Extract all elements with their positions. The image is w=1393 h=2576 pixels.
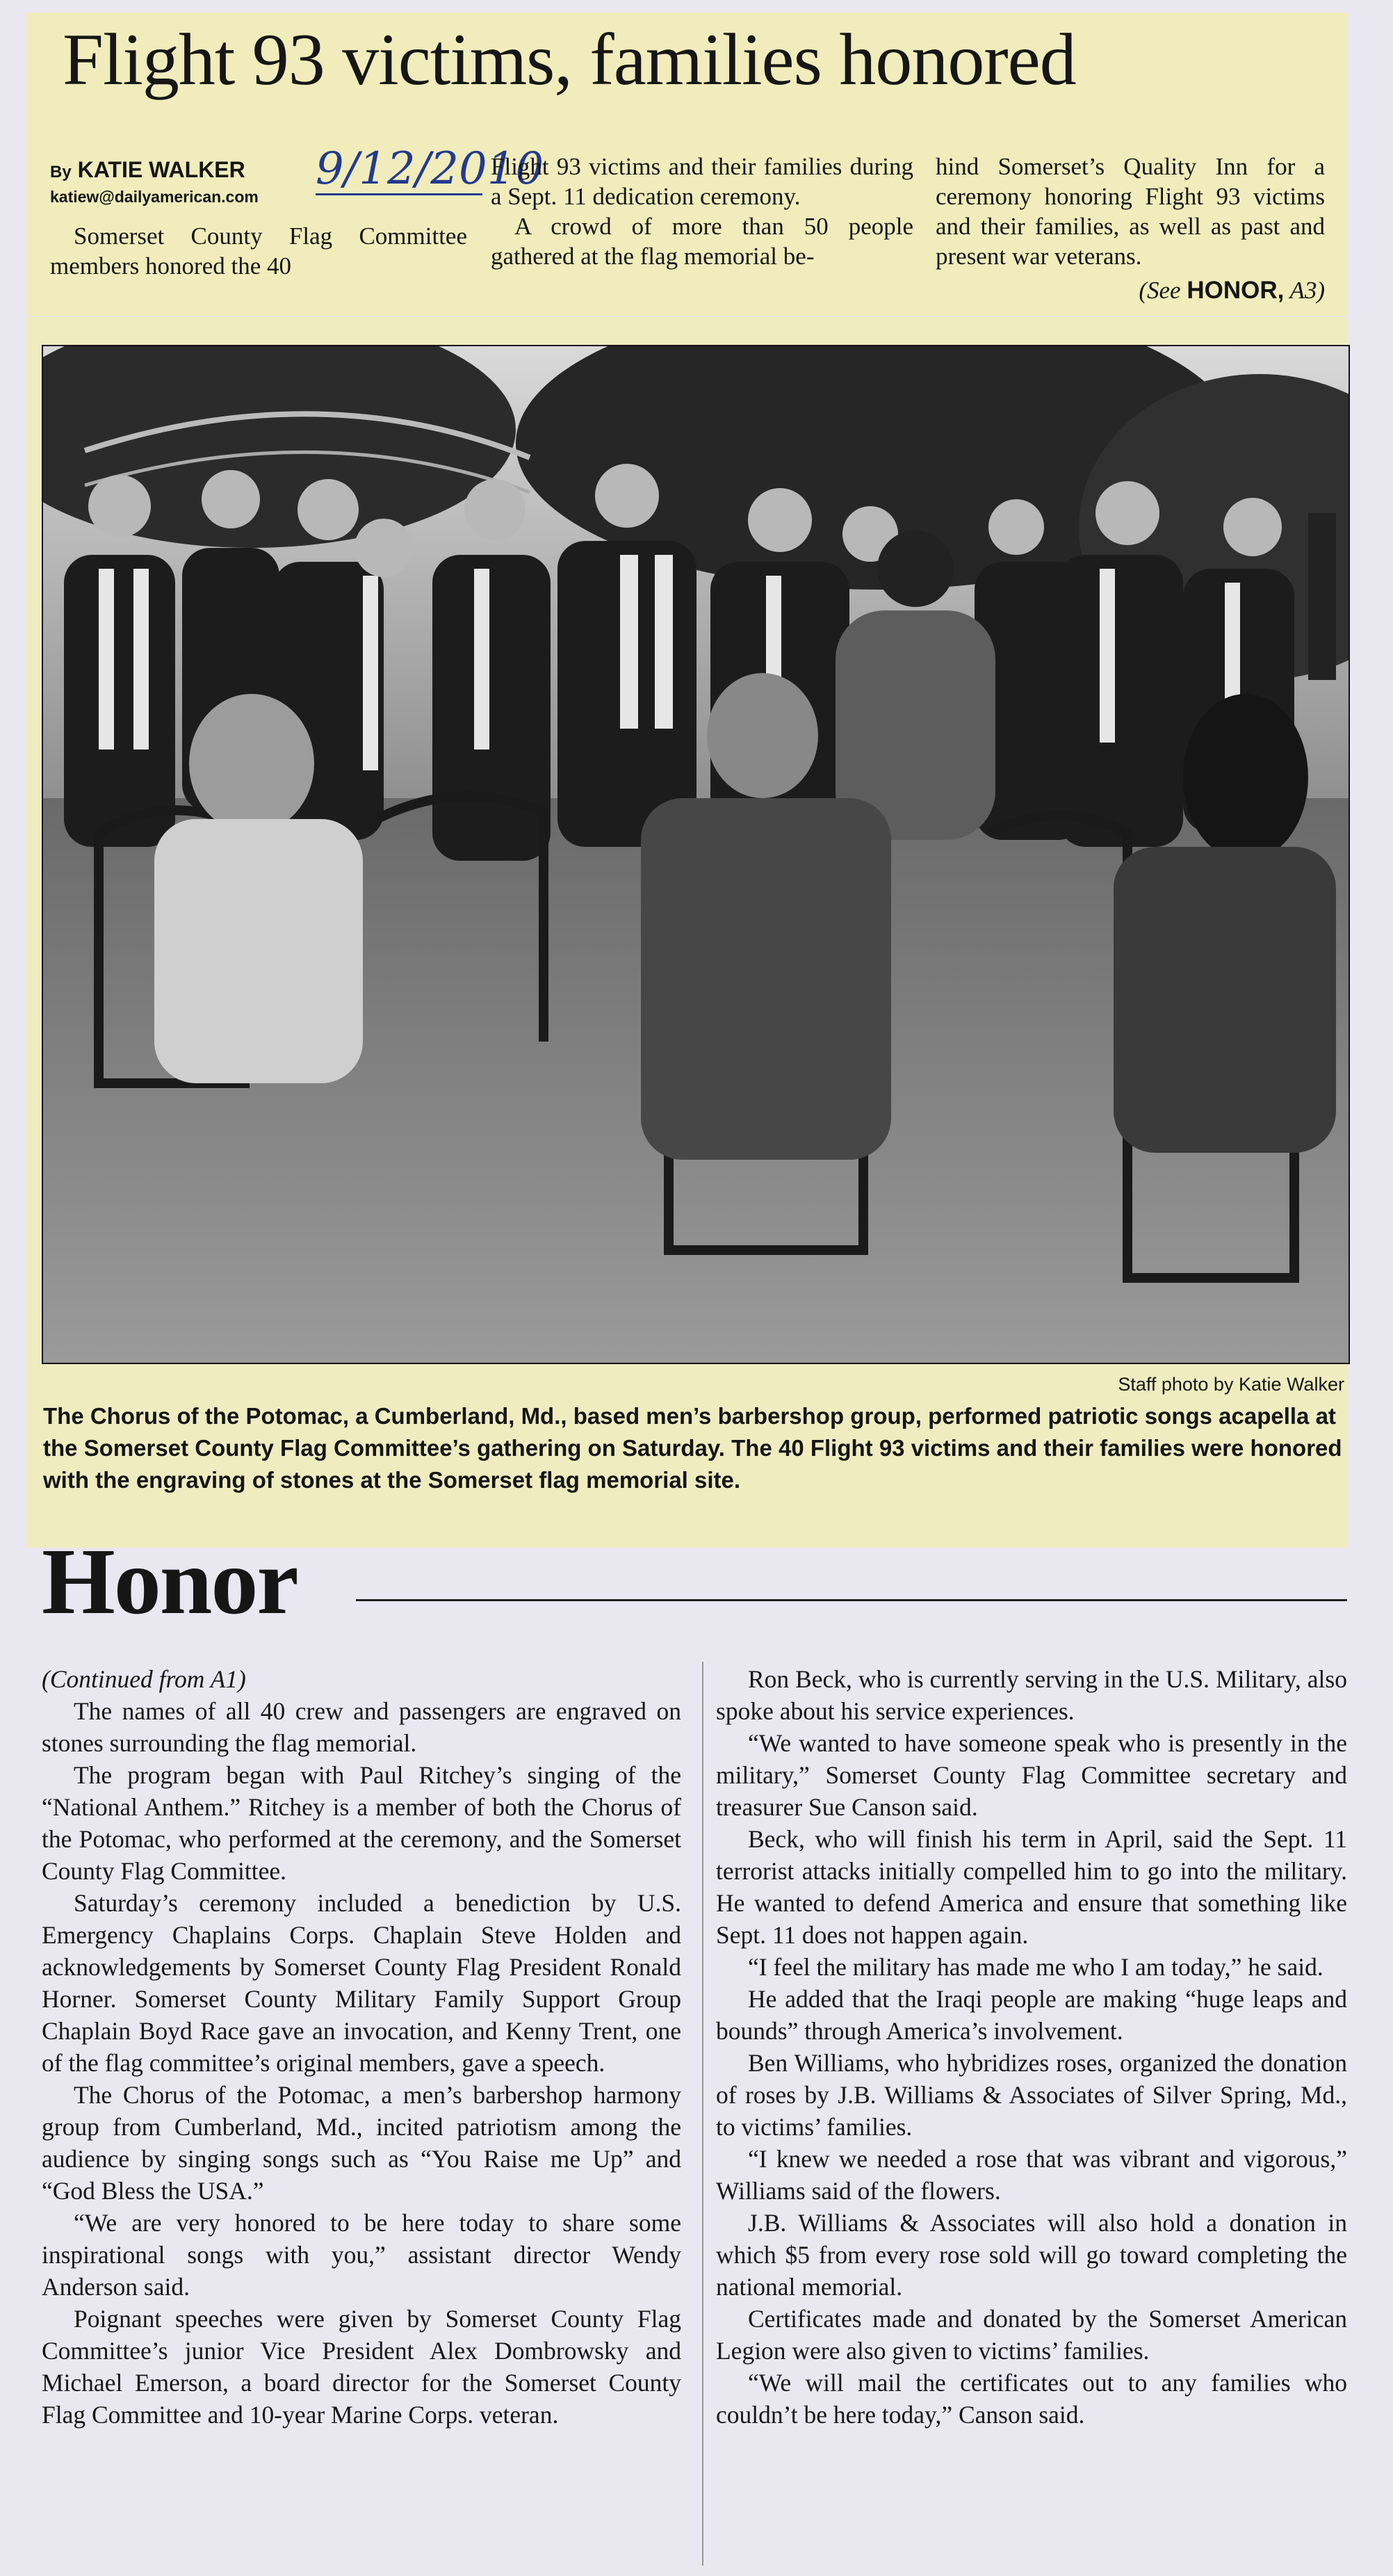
body-paragraph: Saturday’s ceremony included a benediction by U.S. Emergency Chaplains Corps. Chaplain Steve Holden and acknowledgements by Somerset County Flag President Ronald Horner. Somerset County Military Family Support Group Chaplain Boyd Race gave an invocation, and Kenny Trent, one of the flag committee’s original members, gave a speech. (42, 1889, 681, 2077)
body-paragraph: Certificates made and donated by the Somerset American Legion were also given to victims’ families. (716, 2305, 1347, 2365)
body-paragraph: Ron Beck, who is currently serving in the U.S. Military, also spoke about his service experiences. (716, 1665, 1347, 1725)
byline-by: By (50, 163, 72, 181)
lead-paragraph: Somerset County Flag Committee members honored the 40 (50, 222, 467, 280)
body-paragraph: “We wanted to have someone speak who is presently in the military,” Somerset County Flag Committee secretary and treasurer Sue Canson said. (716, 1729, 1347, 1821)
continued-label: (Continued from A1) (42, 1665, 246, 1693)
honor-heading: Honor (42, 1530, 298, 1634)
body-paragraph: “We will mail the certificates out to any families who couldn’t be here today,” Canson said. (716, 2369, 1347, 2429)
chorus-photo-illustration (43, 346, 1349, 1363)
lead-paragraph: Flight 93 victims and their families during a Sept. 11 dedication ceremony. (491, 153, 913, 210)
body-paragraph: He added that the Iraqi people are making “huge leaps and bounds” through America’s involvement. (716, 1985, 1347, 2045)
photo-caption: The Chorus of the Potomac, a Cumberland, Md., based men’s barbershop group, performed patriotic songs acapella at the Somerset County Flag Committee’s gathering on Saturday. The 40 Flight 93 victims and their families were honored with the engraving of stones at the Somerset flag memorial site. (43, 1403, 1342, 1493)
body-paragraph: J.B. Williams & Associates will also hold a donation in which $5 from every rose sold will go toward completing the national memorial. (716, 2209, 1347, 2301)
body-paragraph: The names of all 40 crew and passengers are engraved on stones surrounding the flag memorial. (42, 1697, 681, 1757)
body-paragraph: Poignant speeches were given by Somerset County Flag Committee’s junior Vice President Alex Dombrowsky and Michael Emerson, a board director for the Somerset County Flag Committee and 10-year Marine Corps. veteran. (42, 2305, 681, 2429)
honor-right-column (716, 1663, 1347, 2431)
headline: Flight 93 victims, families honored (63, 19, 1076, 100)
column-divider (702, 1662, 703, 2566)
body-paragraph: “I feel the military has made me who I am today,” he said. (748, 1953, 1323, 1981)
lead-paragraph: hind Somerset’s Quality Inn for a ceremony honoring Flight 93 victims and their families, as well as past and present war veterans. (936, 153, 1325, 270)
jump-reference (1139, 277, 1325, 305)
byline-author: KATIE WALKER (77, 157, 245, 182)
lead-column-1 (50, 221, 467, 281)
body-paragraph: The program began with Paul Ritchey’s singing of the “National Anthem.” Ritchey is a member of both the Chorus of the Potomac, who performed at the ceremony, and the Somerset County Flag Committee. (42, 1761, 681, 1885)
front-page-clipping (26, 13, 1347, 316)
chorus-photo (42, 345, 1350, 1364)
lead-column-3 (936, 152, 1325, 271)
body-paragraph: “I knew we needed a rose that was vibrant and vigorous,” Williams said of the flowers. (716, 2145, 1347, 2205)
jump-prefix: (See (1139, 277, 1187, 304)
lead-paragraph: A crowd of more than 50 people gathered at the flag memorial be- (491, 213, 913, 270)
lead-column-2 (491, 152, 913, 271)
handwritten-date: 9/12/2010 (316, 143, 544, 195)
author-email: katiew@dailyamerican.com (50, 188, 259, 206)
body-paragraph: The Chorus of the Potomac, a men’s barbershop harmony group from Cumberland, Md., incited patriotism among the audience by singing songs such as “You Raise me Up” and “God Bless the USA.” (42, 2081, 681, 2205)
body-paragraph: Ben Williams, who hybridizes roses, organized the donation of roses by J.B. Williams & Associates of Silver Spring, Md., to victims’ families. (716, 2049, 1347, 2141)
honor-left-column (42, 1663, 681, 2431)
jump-page: A3) (1284, 277, 1325, 304)
body-paragraph: “We are very honored to be here today to share some inspirational songs with you,” assistant director Wendy Anderson said. (42, 2209, 681, 2301)
photo-credit: Staff photo by Katie Walker (1118, 1374, 1344, 1395)
byline (50, 157, 245, 183)
jump-target: HONOR, (1187, 277, 1285, 304)
heading-rule (356, 1599, 1347, 1601)
body-paragraph: Beck, who will finish his term in April, said the Sept. 11 terrorist attacks initially compelled him to go into the military. He wanted to defend America and ensure that something like Sept. 11 does not happen again. (716, 1825, 1347, 1949)
